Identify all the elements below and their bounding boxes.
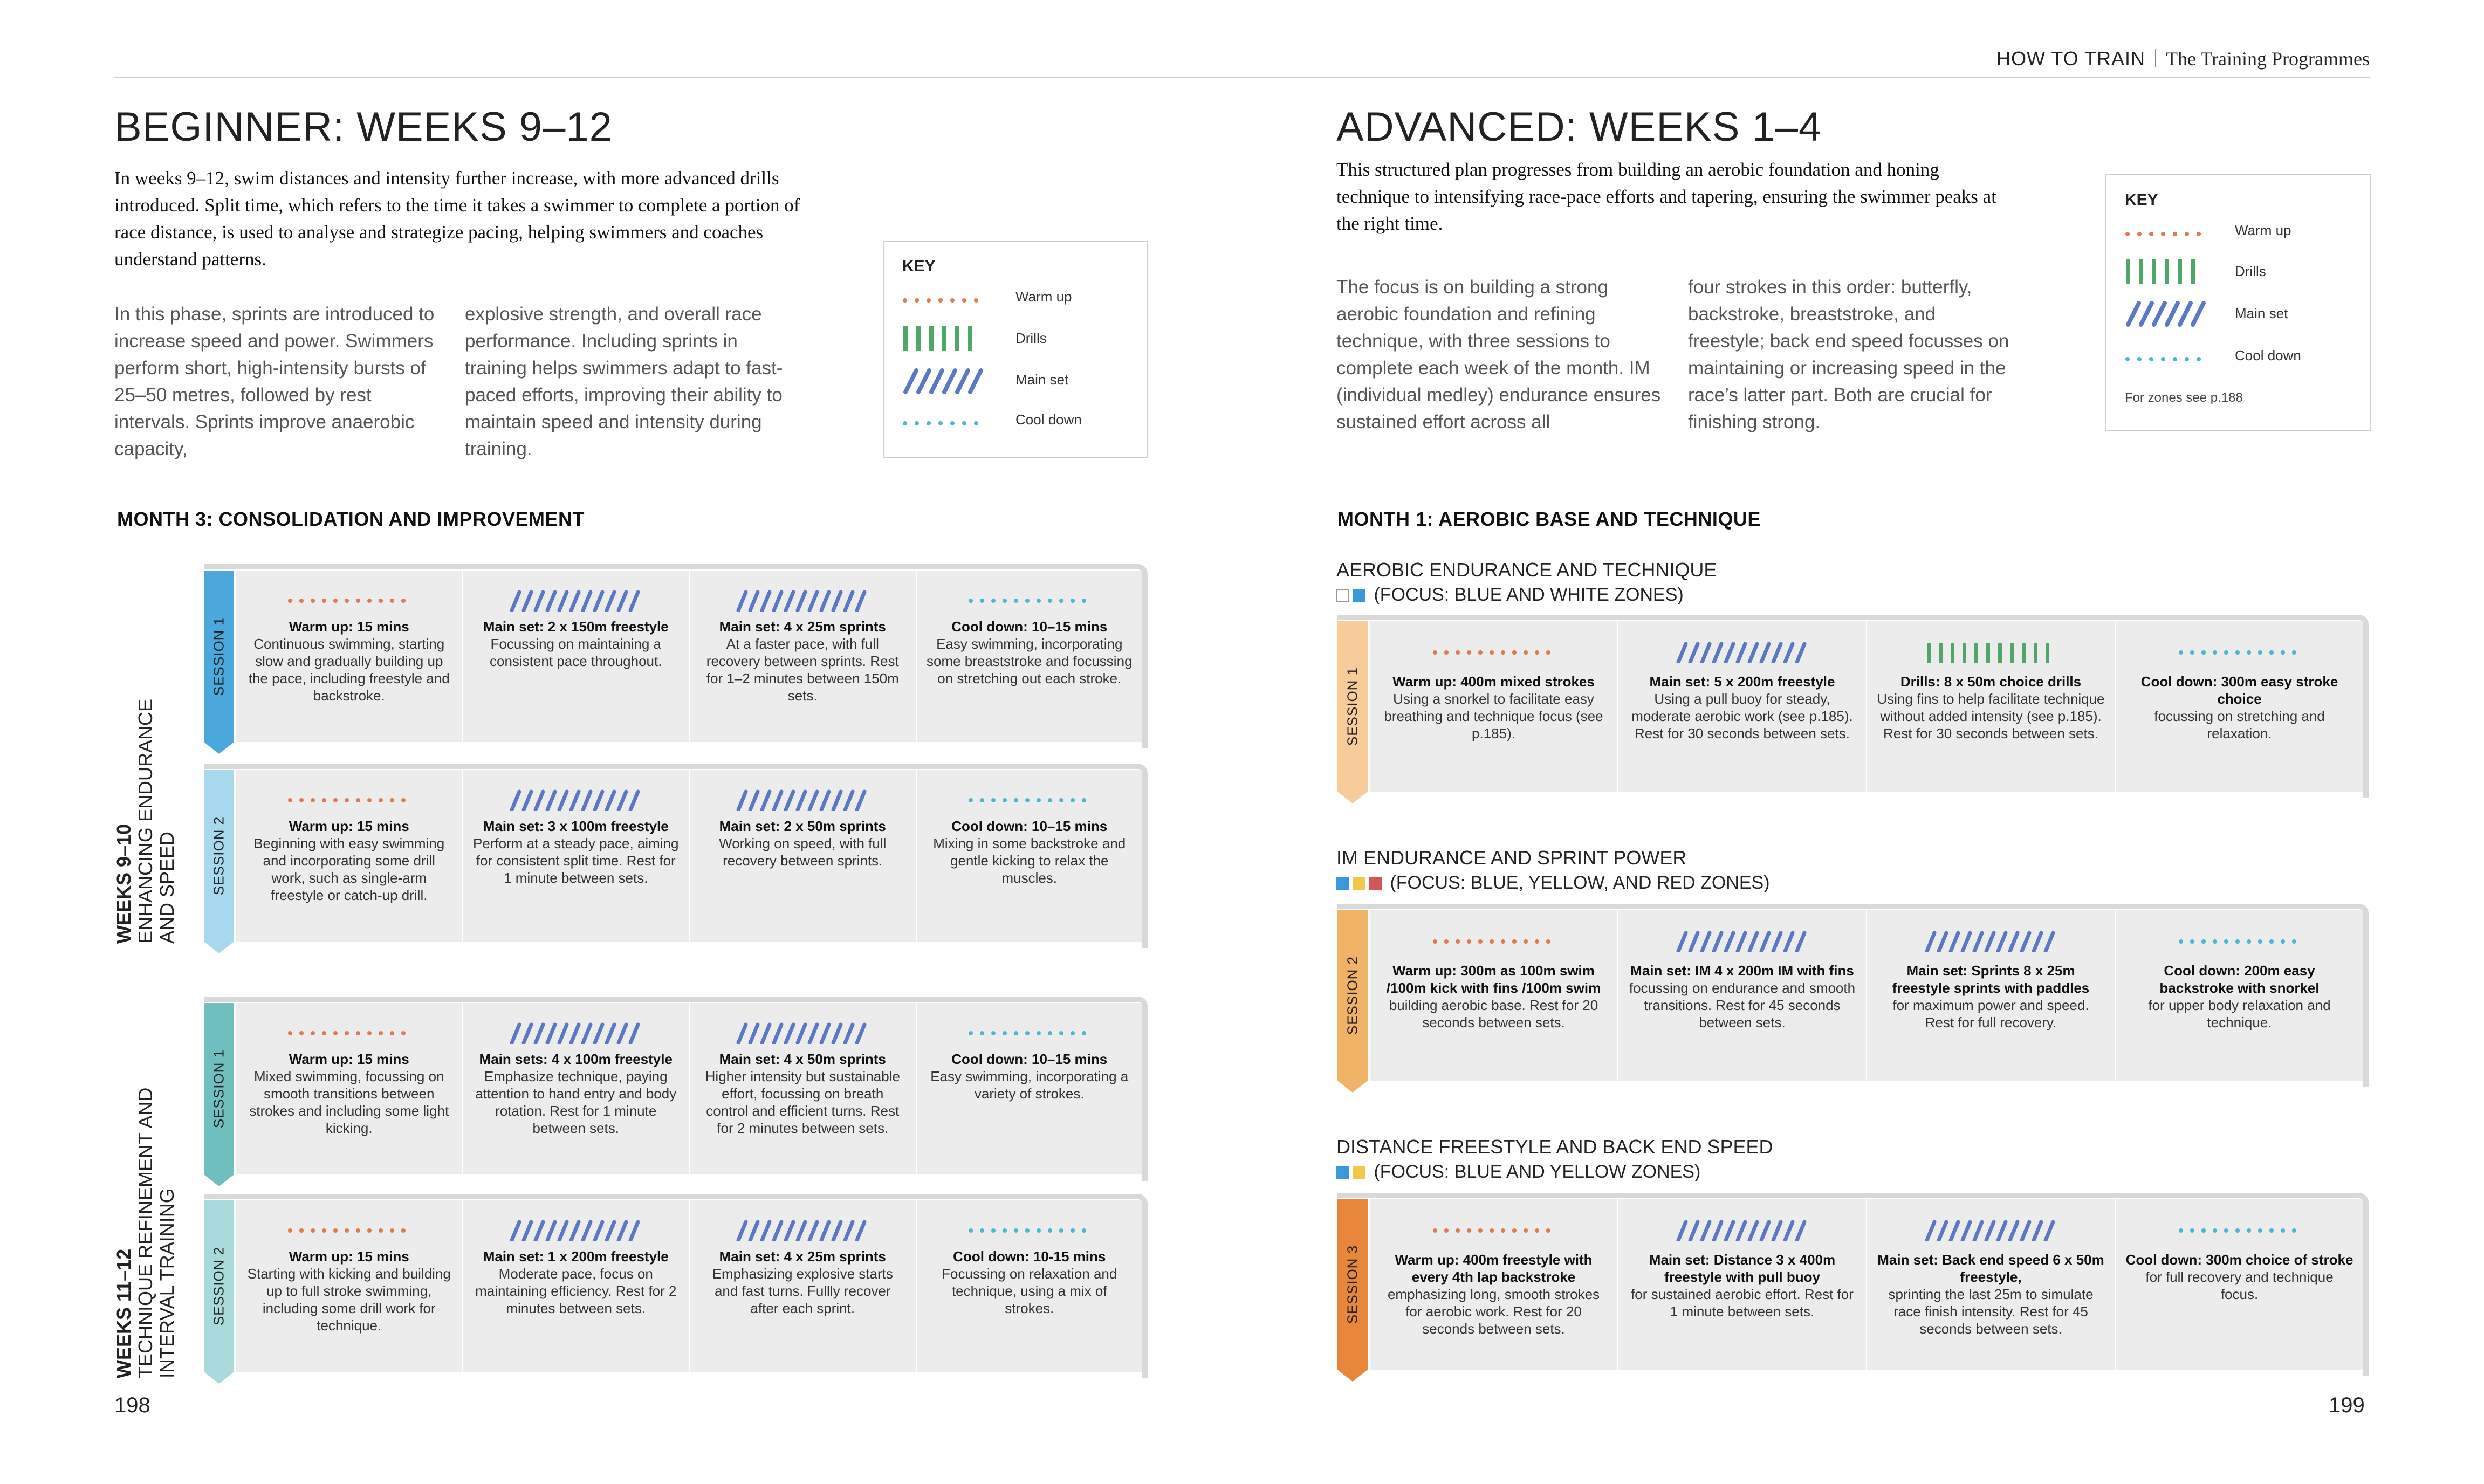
cell-text: [927, 1248, 1133, 1317]
cell-description: At a faster pace, with full recovery between sprints. Rest for 1–2 minutes between 150m sets.: [706, 636, 899, 704]
key-warm-label: Warm up: [2235, 222, 2291, 238]
focus-line-1: [1336, 585, 1684, 606]
group-line-2: INTERVAL TRAINING: [156, 1188, 178, 1378]
intro-left: In weeks 9–12, swim distances and intensity further increase, with more advanced drills introduced. Split time, which refers to the time it takes a swimmer to complete a portion of race distance, is used to analyse and strategize pacing, helping swimmers and coaches understand patterns.: [114, 168, 800, 270]
cell-text: [473, 618, 680, 670]
cell-description: Using fins to help facilitate technique without added intensity (see p.185). Rest for 30 seconds between sets.: [1877, 691, 2105, 741]
cell-title: Main set: 4 x 50m sprints: [719, 1051, 886, 1067]
cell-title: Main sets: 4 x 100m freestyle: [479, 1051, 673, 1067]
session-cells: [236, 1003, 1142, 1174]
header-divider: [2155, 49, 2156, 67]
yellow-zone-swatch: [1353, 1166, 1365, 1179]
cell-title: Main set: 5 x 200m freestyle: [1649, 674, 1835, 690]
month-heading-left: MONTH 3: CONSOLIDATION AND IMPROVEMENT: [117, 508, 585, 530]
chapter-label: The Training Programmes: [2166, 48, 2370, 70]
cell-description: for sustained aerobic effort. Rest for 1 minute between sets.: [1631, 1286, 1854, 1320]
session-cell: [2116, 621, 2363, 792]
main-set-icon: [2125, 298, 2206, 330]
session-cell: [1618, 910, 1867, 1081]
page-title-right: ADVANCED: WEEKS 1–4: [1336, 104, 1822, 150]
key-title: KEY: [902, 257, 936, 275]
cell-text: [246, 1248, 452, 1334]
session-tab: [204, 571, 234, 742]
focus-line-2: [1336, 872, 1770, 894]
cell-text: [1628, 1251, 1856, 1320]
body-col-right-1: The focus is on building a strong aerobic foundation and refining technique, with three sessions to complete each week of the month. IM (individual medley) endurance ensures sustained effort across all: [1336, 277, 1661, 432]
page-number-left: 198: [114, 1393, 150, 1417]
key-main-label: Main set: [1015, 372, 1069, 388]
cell-text: [699, 1248, 906, 1317]
cool-down-icon: [2116, 642, 2363, 663]
session-row: [204, 1003, 1148, 1182]
warm-up-icon: [236, 1022, 462, 1044]
cell-title: Cool down: 10–15 mins: [951, 1051, 1108, 1067]
cell-description: Focussing on maintaining a consistent pace throughout.: [490, 636, 662, 669]
cell-title: Cool down: 10–15 mins: [951, 818, 1108, 834]
cell-text: [1877, 1251, 2105, 1337]
cell-description: focussing on stretching and relaxation.: [2154, 708, 2325, 741]
intro-right: This structured plan progresses from building an aerobic foundation and honing technique to intensifying race-pace efforts and tapering, ensuring the swimmer peaks at the right time.: [1336, 159, 1996, 234]
session-cells: [236, 571, 1142, 742]
cell-title: Main set: 2 x 50m sprints: [719, 818, 886, 834]
blue-zone-swatch: [1336, 1166, 1349, 1179]
cell-text: [927, 618, 1133, 687]
yellow-zone-swatch: [1353, 877, 1365, 890]
session-cell: [917, 770, 1143, 942]
session-row: [204, 1200, 1148, 1379]
cell-title: Warm up: 15 mins: [289, 818, 409, 834]
cool-down-icon: [2125, 353, 2206, 366]
session-row: [1337, 621, 2369, 799]
warm-up-icon: [1370, 931, 1617, 952]
main-set-icon: [463, 789, 689, 811]
cell-title: Drills: 8 x 50m choice drills: [1900, 674, 2082, 690]
blue-zone-swatch: [1336, 877, 1349, 890]
cell-description: Higher intensity but sustainable effort, focussing on breath control and efficient turns. Rest for 2 minutes between sets.: [705, 1068, 900, 1136]
session-cell: [917, 1003, 1143, 1174]
cell-text: [1628, 962, 1856, 1031]
cell-description: building aerobic base. Rest for 20 seconds between sets.: [1389, 997, 1598, 1030]
cell-title: Main set: Back end speed 6 x 50m freestyle,: [1877, 1252, 2104, 1285]
session-arrow: [204, 1372, 234, 1384]
session-label: SESSION 2: [210, 1246, 227, 1326]
cool-down-icon: [917, 590, 1143, 612]
cell-description: emphasizing long, smooth strokes for aerobic work. Rest for 20 seconds between sets.: [1387, 1286, 1600, 1337]
header-rule: [114, 77, 2370, 78]
key-cool-label: Cool down: [2235, 347, 2301, 363]
cell-title: Cool down: 300m choice of stroke: [2125, 1252, 2353, 1268]
session-cell: [917, 571, 1143, 742]
main-set-icon: [690, 1220, 916, 1241]
session-heading-distance: DISTANCE FREESTYLE AND BACK END SPEED: [1336, 1136, 1773, 1158]
month-heading-right: MONTH 1: AEROBIC BASE AND TECHNIQUE: [1337, 508, 1761, 530]
cell-description: for upper body relaxation and technique.: [2148, 997, 2331, 1030]
warm-up-icon: [1370, 1220, 1617, 1241]
cell-description: Mixed swimming, focussing on smooth transitions between strokes and including some light kicking.: [249, 1068, 449, 1136]
cell-title: Main set: 2 x 150m freestyle: [483, 619, 669, 635]
session-cell: [463, 770, 690, 942]
cell-title: Warm up: 15 mins: [289, 619, 409, 635]
session-cell: [690, 770, 917, 942]
session-label: SESSION 2: [1344, 956, 1361, 1035]
session-cells: [1370, 910, 2363, 1081]
cell-description: for maximum power and speed. Rest for full recovery.: [1892, 997, 2089, 1030]
cell-text: [699, 1050, 906, 1137]
main-set-icon: [463, 1022, 689, 1044]
session-tab: [204, 1003, 234, 1174]
cell-text: [246, 618, 452, 704]
cell-title: Main set: Sprints 8 x 25m freestyle sprints with paddles: [1892, 963, 2090, 996]
key-box-right: [2105, 174, 2371, 431]
cell-text: [927, 1050, 1133, 1102]
drills-icon: [2125, 256, 2206, 288]
group-line-1: ENHANCING ENDURANCE: [134, 698, 156, 944]
session-label: SESSION 1: [210, 1049, 227, 1129]
cell-title: Warm up: 400m mixed strokes: [1392, 674, 1595, 690]
session-arrow: [1337, 792, 1368, 803]
warm-up-icon: [1370, 642, 1617, 663]
cell-text: [2125, 1251, 2353, 1303]
main-set-icon: [1867, 1220, 2115, 1241]
main-set-icon: [690, 789, 916, 811]
key-box-left: [883, 241, 1148, 458]
session-cell: [917, 1200, 1143, 1372]
cell-description: Moderate pace, focus on maintaining efficiency. Rest for 2 minutes between sets.: [475, 1266, 677, 1316]
cell-description: sprinting the last 25m to simulate race finish intensity. Rest for 45 seconds between sets.: [1888, 1286, 2094, 1337]
running-header: [1996, 47, 2370, 70]
focus-text: (FOCUS: BLUE, YELLOW, AND RED ZONES): [1390, 872, 1770, 893]
main-set-icon: [463, 1220, 689, 1241]
cell-description: Focussing on relaxation and technique, using a mix of strokes.: [942, 1266, 1117, 1316]
focus-text: (FOCUS: BLUE AND WHITE ZONES): [1374, 585, 1684, 605]
warm-up-icon: [236, 789, 462, 811]
cell-title: Main set: Distance 3 x 400m freestyle with pull buoy: [1649, 1252, 1836, 1285]
session-cell: [236, 1200, 463, 1372]
cell-text: [2125, 673, 2353, 742]
key-warm-label: Warm up: [1015, 288, 1072, 305]
cell-text: [2125, 962, 2353, 1031]
group-line-2: AND SPEED: [156, 831, 178, 944]
cell-text: [246, 1050, 452, 1137]
cell-text: [1380, 1251, 1608, 1337]
cell-text: [1380, 962, 1608, 1031]
section-label: HOW TO TRAIN: [1996, 47, 2146, 70]
cell-title: Main set: 4 x 25m sprints: [719, 619, 886, 635]
body-col-left-2: explosive strength, and overall race performance. Including sprints in training helps swimmers adapt to fast-paced efforts, improving their ability to maintain speed and intensity during training.: [465, 304, 783, 459]
main-set-icon: [463, 590, 689, 612]
session-row: [204, 770, 1148, 949]
cell-description: Perform at a steady pace, aiming for consistent split time. Rest for 1 minute between sets.: [472, 835, 679, 886]
key-drills-label: Drills: [1015, 330, 1047, 346]
cell-title: Cool down: 10–15 mins: [951, 619, 1108, 635]
session-cells: [236, 770, 1142, 942]
key-main-label: Main set: [2235, 305, 2288, 321]
main-set-icon: [690, 1022, 916, 1044]
session-cell: [1867, 621, 2116, 792]
cell-text: [699, 817, 906, 869]
cell-description: Starting with kicking and building up to full stroke swimming, including some drill work for technique.: [247, 1266, 451, 1334]
key-drills-label: Drills: [2235, 263, 2266, 279]
session-arrow: [1337, 1370, 1368, 1382]
session-cell: [1618, 621, 1867, 792]
warm-up-icon: [902, 294, 983, 307]
session-cell: [2116, 1199, 2363, 1370]
cool-down-icon: [902, 417, 983, 430]
group-label-weeks-9-10: [113, 699, 178, 944]
cell-description: Emphasizing explosive starts and fast turns. Fullly recover after each sprint.: [712, 1266, 893, 1316]
focus-line-3: [1336, 1162, 1700, 1183]
main-set-icon: [1618, 931, 1866, 952]
cell-title: Main set: 1 x 200m freestyle: [483, 1248, 669, 1265]
session-cell: [236, 770, 463, 942]
cell-description: Easy swimming, incorporating some breaststroke and focussing on stretching out each stroke.: [926, 636, 1133, 686]
cell-description: Continuous swimming, starting slow and gradually building up the pace, including freestyle and backstroke.: [248, 636, 450, 704]
session-label: SESSION 1: [1344, 667, 1361, 746]
session-cell: [463, 1003, 690, 1174]
warm-up-icon: [236, 590, 462, 612]
key-title: KEY: [2125, 191, 2158, 209]
session-tab: [204, 770, 234, 942]
cell-title: Cool down: 10-15 mins: [953, 1248, 1106, 1265]
session-cells: [236, 1200, 1142, 1372]
page-number-right: 199: [2329, 1393, 2365, 1417]
cool-down-icon: [917, 1220, 1143, 1241]
session-cell: [1370, 1199, 1618, 1370]
session-arrow: [204, 1174, 234, 1186]
cell-text: [246, 817, 452, 904]
main-set-icon: [1618, 1220, 1866, 1241]
session-cells: [1370, 1199, 2363, 1370]
cell-text: [1380, 673, 1608, 742]
cell-text: [1877, 962, 2105, 1031]
session-arrow: [204, 942, 234, 953]
session-heading-im: IM ENDURANCE AND SPRINT POWER: [1336, 847, 1687, 869]
session-tab: [204, 1200, 234, 1372]
cell-description: for full recovery and technique focus.: [2145, 1269, 2334, 1302]
warm-up-icon: [2125, 228, 2206, 241]
session-cells: [1370, 621, 2363, 792]
session-cell: [1867, 910, 2116, 1081]
cell-text: [473, 1248, 680, 1317]
cell-description: Using a pull buoy for steady, moderate aerobic work (see p.185). Rest for 30 seconds between sets.: [1631, 691, 1853, 741]
cell-title: Cool down: 200m easy backstroke with snorkel: [2159, 963, 2320, 996]
session-label: SESSION 2: [210, 816, 227, 896]
red-zone-swatch: [1369, 877, 1382, 890]
session-tab: [1337, 1199, 1368, 1370]
session-cell: [690, 571, 917, 742]
cell-description: Working on speed, with full recovery between sprints.: [719, 835, 887, 869]
cell-description: Beginning with easy swimming and incorporating some drill work, such as single-arm freestyle or catch-up drill.: [253, 835, 445, 903]
session-row: [1337, 1199, 2369, 1377]
cool-down-icon: [917, 789, 1143, 811]
cell-description: focussing on endurance and smooth transitions. Rest for 45 seconds between sets.: [1629, 980, 1856, 1030]
cool-down-icon: [2116, 931, 2363, 952]
session-cell: [690, 1003, 917, 1174]
drills-icon: [1867, 642, 2115, 663]
group-weeks-label: WEEKS 9–10: [113, 823, 135, 944]
session-cell: [1370, 910, 1618, 1081]
session-tab: [1337, 910, 1368, 1081]
cell-title: Warm up: 15 mins: [289, 1248, 409, 1265]
session-arrow: [204, 742, 234, 754]
session-heading-aerobic: AEROBIC ENDURANCE AND TECHNIQUE: [1336, 559, 1717, 581]
session-cell: [236, 571, 463, 742]
main-set-icon: [1618, 642, 1866, 663]
main-set-icon: [690, 590, 916, 612]
session-row: [204, 571, 1148, 750]
warm-up-icon: [236, 1220, 462, 1241]
session-tab: [1337, 621, 1368, 792]
cell-text: [699, 618, 906, 704]
cool-down-icon: [2116, 1220, 2363, 1241]
session-cell: [463, 571, 690, 742]
body-col-right-2: four strokes in this order: butterfly, backstroke, breaststroke, and freestyle; back end speed focusses on maintaining or increasing speed in the race’s latter part. Both are crucial for finishing strong.: [1688, 277, 2009, 432]
group-line-1: TECHNIQUE REFINEMENT AND: [134, 1087, 156, 1378]
cell-description: Mixing in some backstroke and gentle kicking to relax the muscles.: [933, 835, 1126, 886]
cell-description: Emphasize technique, paying attention to hand entry and body rotation. Rest for 1 minute between sets.: [475, 1068, 677, 1136]
session-cell: [236, 1003, 463, 1174]
key-zones-note: For zones see p.188: [2125, 390, 2243, 405]
cell-title: Warm up: 300m as 100m swim /100m kick with fins /100m swim: [1386, 963, 1601, 996]
cell-text: [473, 1050, 680, 1137]
cell-description: Using a snorkel to facilitate easy breathing and technique focus (see p.185).: [1384, 691, 1603, 741]
focus-text: (FOCUS: BLUE AND YELLOW ZONES): [1374, 1162, 1701, 1182]
body-col-left-1: In this phase, sprints are introduced to increase speed and power. Swimmers perform short, high-intensity bursts of 25–50 metres, followed by rest intervals. Sprints improve anaerobic capacity,: [114, 304, 435, 459]
cell-title: Main set: 4 x 25m sprints: [719, 1248, 886, 1265]
cell-description: Easy swimming, incorporating a variety of strokes.: [930, 1068, 1129, 1102]
cell-text: [927, 817, 1133, 887]
session-cell: [1618, 1199, 1867, 1370]
group-label-weeks-11-12: [113, 1088, 178, 1378]
main-set-icon: [902, 365, 983, 397]
cell-text: [1877, 673, 2105, 742]
blue-zone-swatch: [1353, 589, 1365, 602]
session-row: [1337, 910, 2369, 1088]
cell-title: Warm up: 15 mins: [289, 1051, 409, 1067]
session-arrow: [1337, 1081, 1368, 1093]
session-cell: [2116, 910, 2363, 1081]
cool-down-icon: [917, 1022, 1143, 1044]
cell-title: Cool down: 300m easy stroke choice: [2140, 674, 2338, 707]
session-cell: [463, 1200, 690, 1372]
cell-text: [473, 817, 680, 887]
cell-title: Main set: IM 4 x 200m IM with fins: [1630, 963, 1854, 979]
session-cell: [1370, 621, 1618, 792]
group-weeks-label: WEEKS 11–12: [113, 1248, 135, 1378]
session-cell: [1867, 1199, 2116, 1370]
cell-title: Main set: 3 x 100m freestyle: [483, 818, 669, 834]
drills-icon: [902, 323, 983, 355]
cell-title: Warm up: 400m freestyle with every 4th lap backstroke: [1395, 1252, 1593, 1285]
session-label: SESSION 1: [210, 616, 227, 696]
cell-text: [1628, 673, 1856, 742]
white-zone-swatch: [1336, 589, 1349, 602]
page-title-left: BEGINNER: WEEKS 9–12: [114, 104, 613, 150]
session-label: SESSION 3: [1344, 1245, 1361, 1324]
key-cool-label: Cool down: [1015, 411, 1082, 428]
main-set-icon: [1867, 931, 2115, 952]
session-cell: [690, 1200, 917, 1372]
